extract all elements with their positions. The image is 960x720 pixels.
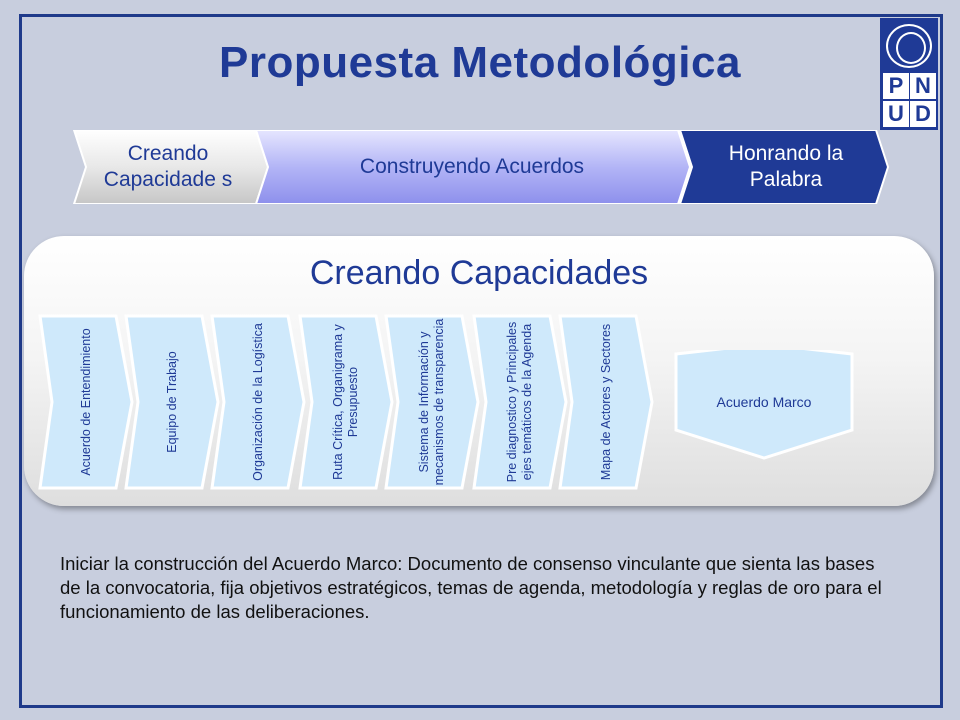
slide-title: Propuesta Metodológica xyxy=(219,38,741,87)
pnud-logo xyxy=(880,18,938,130)
phase-construyendo-acuerdos[interactable] xyxy=(252,130,692,204)
phase-label: Construyendo Acuerdos xyxy=(359,155,585,178)
step-label: Organización de la Logística xyxy=(250,323,265,481)
description-text: Iniciar la construcción del Acuerdo Marco: Documento de consenso vinculante que sienta las bases de la convocatoria, fija objetivos estratégicos, temas de agenda, metodología y reglas de oro para el funcionamiento de las deliberaciones. xyxy=(60,553,882,622)
logo-letter: P xyxy=(883,73,909,99)
logo-letter: N xyxy=(910,73,936,99)
target-label: Acuerdo Marco xyxy=(716,394,812,410)
step-sistema-de-informacion[interactable] xyxy=(382,314,482,490)
step-label: Pre diagnostico y Principales ejes temáticos de la Agenda xyxy=(505,321,534,483)
step-label: Ruta Crítica, Organigrama y Presupuesto xyxy=(331,324,360,480)
step-equipo-de-trabajo[interactable] xyxy=(122,314,222,490)
step-ruta-critica[interactable] xyxy=(296,314,396,490)
phase-label: Creando Capacidade s xyxy=(103,142,233,191)
phase-creando-capacidades[interactable] xyxy=(70,130,270,204)
step-mapa-de-actores[interactable] xyxy=(556,314,656,490)
step-acuerdo-de-entendimiento[interactable] xyxy=(36,314,136,490)
phase-honrando-la-palabra[interactable] xyxy=(676,130,892,204)
section-title: Creando Capacidades xyxy=(309,254,649,292)
logo-letter: U xyxy=(883,101,909,127)
step-label: Sistema de Información y mecanismos de transparencia xyxy=(417,318,446,486)
step-label: Mapa de Actores y Sectores xyxy=(598,323,613,481)
step-label: Acuerdo de Entendimiento xyxy=(78,328,93,476)
logo-letter: D xyxy=(910,101,936,127)
target-acuerdo-marco[interactable] xyxy=(674,350,854,460)
step-organizacion-logistica[interactable] xyxy=(208,314,308,490)
un-emblem-icon xyxy=(886,24,932,68)
phase-label: Honrando la Palabra xyxy=(728,142,844,191)
step-label: Equipo de Trabajo xyxy=(164,351,179,453)
step-pre-diagnostico[interactable] xyxy=(470,314,570,490)
